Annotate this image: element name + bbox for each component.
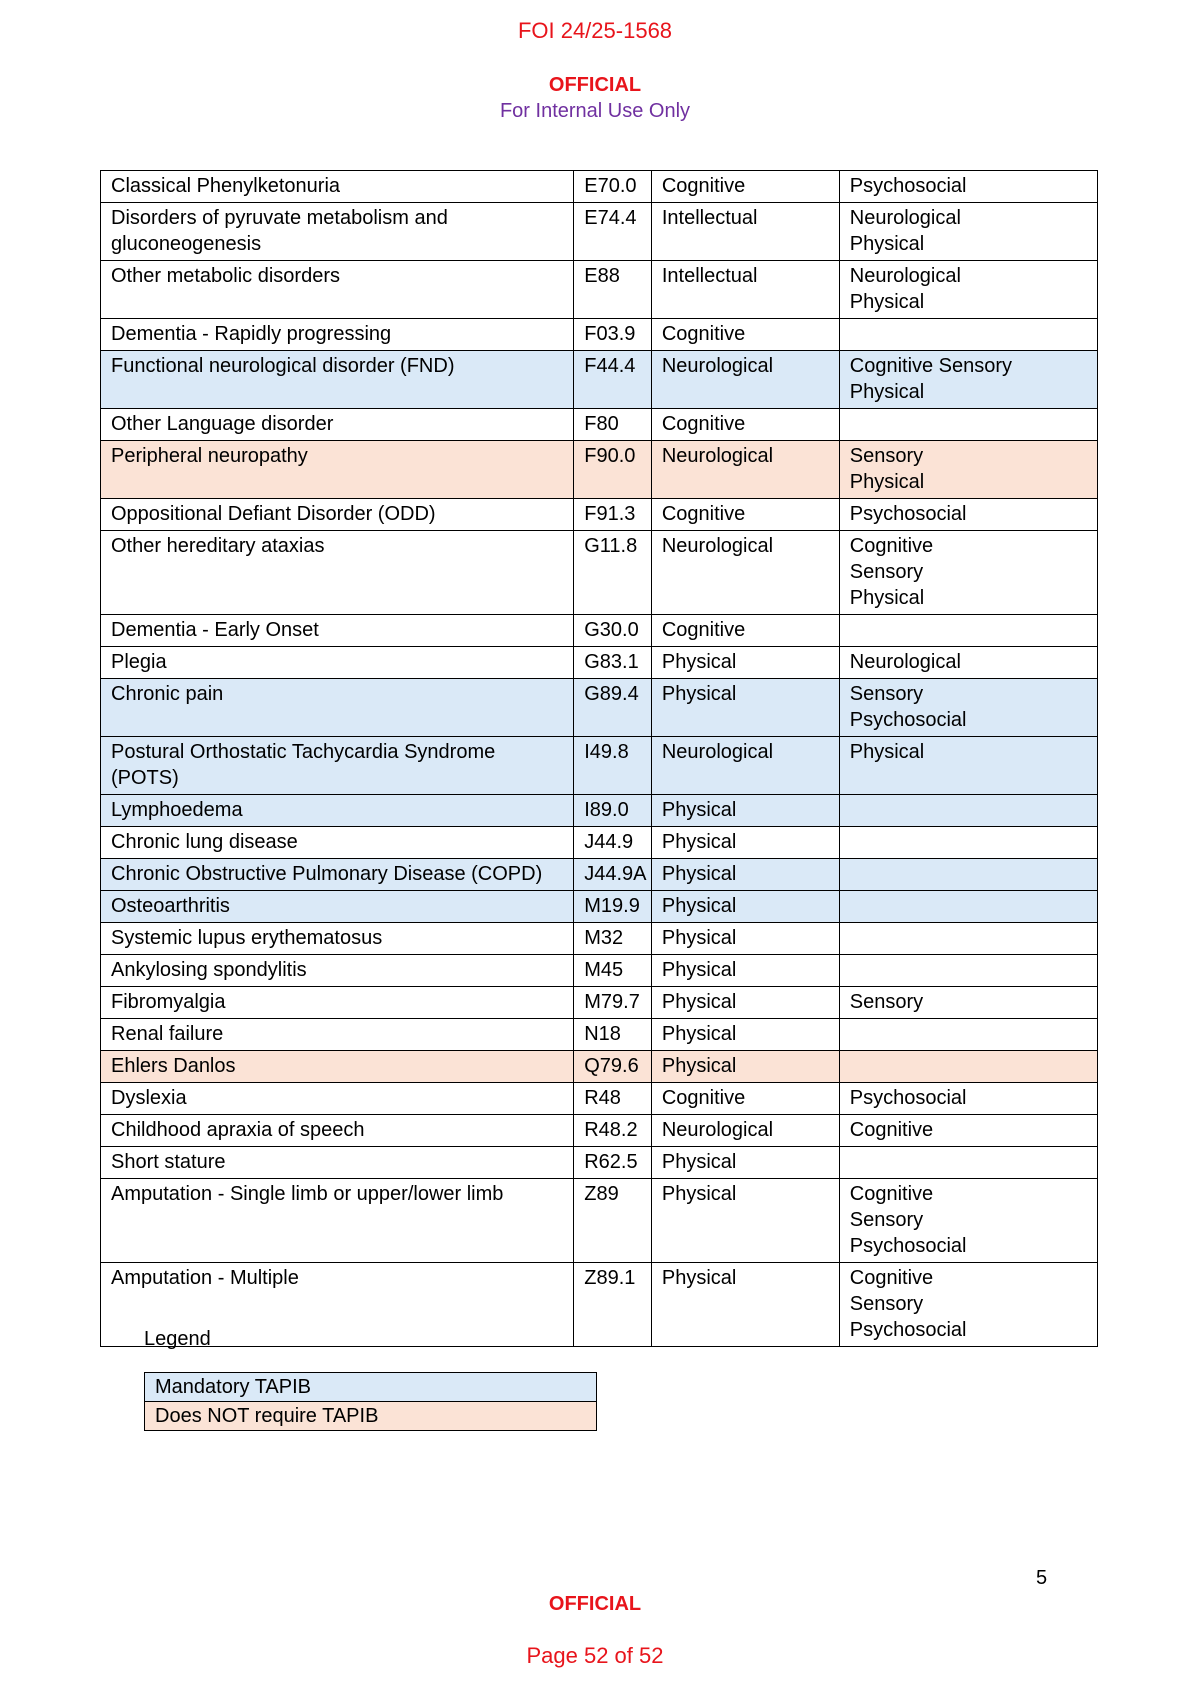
secondary-category-cell (839, 1019, 1097, 1051)
secondary-category-cell (839, 923, 1097, 955)
secondary-category-cell (839, 1147, 1097, 1179)
secondary-category-cell (839, 441, 1097, 499)
secondary-category-item: Neurological (849, 207, 961, 229)
primary-category-cell: Physical (651, 1263, 839, 1347)
code-cell: N18 (574, 1019, 652, 1051)
condition-cell: Functional neurological disorder (FND) (101, 351, 574, 409)
code-cell: E88 (574, 261, 652, 319)
secondary-category-cell (839, 891, 1097, 923)
primary-category-cell: Physical (651, 827, 839, 859)
primary-category-cell: Neurological (651, 531, 839, 615)
legend-row-not-required (145, 1402, 597, 1431)
condition-cell: Classical Phenylketonuria (101, 171, 574, 203)
secondary-category-cell (839, 987, 1097, 1019)
primary-category-cell: Physical (651, 1051, 839, 1083)
code-cell: G83.1 (574, 647, 652, 679)
secondary-category-cell (839, 827, 1097, 859)
table-row (101, 531, 1098, 615)
page-of-total: Page 52 of 52 (526, 1643, 664, 1668)
table-row (101, 1083, 1098, 1115)
code-cell: Z89 (574, 1179, 652, 1263)
primary-category-cell: Physical (651, 647, 839, 679)
code-cell: F03.9 (574, 319, 652, 351)
legend-row-mandatory (145, 1373, 597, 1402)
table-row (101, 441, 1098, 499)
primary-category-cell: Cognitive (651, 499, 839, 531)
secondary-category-item: Physical (849, 233, 925, 255)
table-row (101, 1051, 1098, 1083)
secondary-category-cell (839, 261, 1097, 319)
secondary-category-cell (839, 171, 1097, 203)
primary-category-cell: Cognitive (651, 615, 839, 647)
secondary-category-item: Psychosocial (849, 503, 967, 525)
table-row (101, 891, 1098, 923)
primary-category-cell: Physical (651, 987, 839, 1019)
condition-cell: Other metabolic disorders (101, 261, 574, 319)
table-row (101, 1263, 1098, 1347)
table-row (101, 679, 1098, 737)
secondary-category-item: Neurological (849, 651, 961, 673)
classification-footer: OFFICIAL (548, 1593, 642, 1615)
table-row (101, 795, 1098, 827)
classification-header: OFFICIAL (548, 74, 642, 96)
secondary-category-cell (839, 203, 1097, 261)
condition-cell: Dementia - Rapidly progressing (101, 319, 574, 351)
primary-category-cell: Neurological (651, 441, 839, 499)
condition-cell: Systemic lupus erythematosus (101, 923, 574, 955)
secondary-category-item: Physical (849, 381, 925, 403)
secondary-category-item: Psychosocial (849, 175, 967, 197)
secondary-category-cell (839, 859, 1097, 891)
primary-category-cell: Physical (651, 955, 839, 987)
secondary-category-item: Cognitive (849, 535, 934, 557)
condition-cell: Postural Orthostatic Tachycardia Syndrome (POTS) (101, 737, 574, 795)
code-cell: G89.4 (574, 679, 652, 737)
condition-cell: Childhood apraxia of speech (101, 1115, 574, 1147)
legend-label-mandatory: Mandatory TAPIB (145, 1373, 597, 1402)
table-row (101, 615, 1098, 647)
table-row (101, 1019, 1098, 1051)
table-row (101, 737, 1098, 795)
secondary-category-item: Sensory (849, 1209, 924, 1231)
secondary-category-item: Cognitive Sensory (849, 355, 1013, 377)
primary-category-cell: Physical (651, 1179, 839, 1263)
legend-title: Legend (144, 1328, 211, 1350)
code-cell: J44.9A (574, 859, 652, 891)
code-cell: M32 (574, 923, 652, 955)
table-row (101, 171, 1098, 203)
primary-category-cell: Neurological (651, 351, 839, 409)
code-cell: I49.8 (574, 737, 652, 795)
conditions-table-body (101, 171, 1098, 1347)
condition-cell: Disorders of pyruvate metabolism and gluconeogenesis (101, 203, 574, 261)
table-row (101, 319, 1098, 351)
internal-use-notice: For Internal Use Only (499, 100, 691, 122)
table-row (101, 955, 1098, 987)
primary-category-cell: Physical (651, 679, 839, 737)
condition-cell: Osteoarthritis (101, 891, 574, 923)
secondary-category-item: Sensory (849, 561, 924, 583)
condition-cell: Dementia - Early Onset (101, 615, 574, 647)
code-cell: Q79.6 (574, 1051, 652, 1083)
primary-category-cell: Neurological (651, 737, 839, 795)
primary-category-cell: Physical (651, 859, 839, 891)
conditions-table (100, 170, 1098, 1347)
condition-cell: Lymphoedema (101, 795, 574, 827)
condition-cell: Dyslexia (101, 1083, 574, 1115)
primary-category-cell: Physical (651, 891, 839, 923)
code-cell: F90.0 (574, 441, 652, 499)
secondary-category-cell (839, 615, 1097, 647)
code-cell: R48 (574, 1083, 652, 1115)
secondary-category-item: Sensory (849, 1293, 924, 1315)
table-row (101, 203, 1098, 261)
condition-cell: Fibromyalgia (101, 987, 574, 1019)
code-cell: M19.9 (574, 891, 652, 923)
primary-category-cell: Physical (651, 1147, 839, 1179)
table-row (101, 1115, 1098, 1147)
primary-category-cell: Physical (651, 795, 839, 827)
secondary-category-item: Psychosocial (849, 1235, 967, 1257)
code-cell: G11.8 (574, 531, 652, 615)
table-row (101, 1147, 1098, 1179)
table-row (101, 261, 1098, 319)
secondary-category-cell (839, 955, 1097, 987)
primary-category-cell: Intellectual (651, 261, 839, 319)
page-number: 5 (1036, 1567, 1048, 1589)
primary-category-cell: Cognitive (651, 409, 839, 441)
table-row (101, 351, 1098, 409)
foi-reference: FOI 24/25-1568 (517, 18, 673, 43)
code-cell: F44.4 (574, 351, 652, 409)
condition-cell: Ehlers Danlos (101, 1051, 574, 1083)
condition-cell: Short stature (101, 1147, 574, 1179)
primary-category-cell: Cognitive (651, 319, 839, 351)
code-cell: J44.9 (574, 827, 652, 859)
secondary-category-item: Physical (849, 587, 925, 609)
condition-cell: Oppositional Defiant Disorder (ODD) (101, 499, 574, 531)
code-cell: M45 (574, 955, 652, 987)
secondary-category-item: Psychosocial (849, 1087, 967, 1109)
table-row (101, 499, 1098, 531)
primary-category-cell: Physical (651, 923, 839, 955)
condition-cell: Other hereditary ataxias (101, 531, 574, 615)
secondary-category-item: Cognitive (849, 1267, 934, 1289)
primary-category-cell: Intellectual (651, 203, 839, 261)
secondary-category-cell (839, 1051, 1097, 1083)
secondary-category-item: Sensory (849, 991, 924, 1013)
secondary-category-cell (839, 409, 1097, 441)
table-row (101, 647, 1098, 679)
code-cell: R48.2 (574, 1115, 652, 1147)
secondary-category-item: Cognitive (849, 1119, 934, 1141)
condition-cell: Peripheral neuropathy (101, 441, 574, 499)
legend-label-not-required: Does NOT require TAPIB (145, 1402, 597, 1431)
table-row (101, 409, 1098, 441)
secondary-category-cell (839, 647, 1097, 679)
secondary-category-cell (839, 737, 1097, 795)
condition-cell: Amputation - Multiple (101, 1263, 574, 1347)
secondary-category-item: Sensory (849, 683, 924, 705)
secondary-category-cell (839, 531, 1097, 615)
secondary-category-cell (839, 1083, 1097, 1115)
secondary-category-cell (839, 795, 1097, 827)
table-row (101, 859, 1098, 891)
secondary-category-item: Physical (849, 291, 925, 313)
secondary-category-item: Cognitive (849, 1183, 934, 1205)
secondary-category-cell (839, 1115, 1097, 1147)
condition-cell: Renal failure (101, 1019, 574, 1051)
code-cell: R62.5 (574, 1147, 652, 1179)
code-cell: G30.0 (574, 615, 652, 647)
code-cell: E70.0 (574, 171, 652, 203)
primary-category-cell: Cognitive (651, 171, 839, 203)
table-row (101, 827, 1098, 859)
condition-cell: Chronic pain (101, 679, 574, 737)
secondary-category-cell (839, 1179, 1097, 1263)
table-row (101, 923, 1098, 955)
condition-cell: Other Language disorder (101, 409, 574, 441)
condition-cell: Amputation - Single limb or upper/lower limb (101, 1179, 574, 1263)
secondary-category-cell (839, 679, 1097, 737)
condition-cell: Ankylosing spondylitis (101, 955, 574, 987)
code-cell: F80 (574, 409, 652, 441)
condition-cell: Plegia (101, 647, 574, 679)
secondary-category-cell (839, 319, 1097, 351)
secondary-category-item: Psychosocial (849, 709, 967, 731)
code-cell: M79.7 (574, 987, 652, 1019)
secondary-category-item: Neurological (849, 265, 961, 287)
secondary-category-item: Physical (849, 471, 925, 493)
legend-table (144, 1372, 597, 1431)
primary-category-cell: Cognitive (651, 1083, 839, 1115)
secondary-category-item: Sensory (849, 445, 924, 467)
secondary-category-item: Physical (849, 741, 925, 763)
code-cell: F91.3 (574, 499, 652, 531)
code-cell: I89.0 (574, 795, 652, 827)
secondary-category-cell (839, 499, 1097, 531)
secondary-category-cell (839, 1263, 1097, 1347)
condition-cell: Chronic Obstructive Pulmonary Disease (COPD) (101, 859, 574, 891)
condition-cell: Chronic lung disease (101, 827, 574, 859)
secondary-category-item: Psychosocial (849, 1319, 967, 1341)
primary-category-cell: Physical (651, 1019, 839, 1051)
code-cell: E74.4 (574, 203, 652, 261)
secondary-category-cell (839, 351, 1097, 409)
table-row (101, 987, 1098, 1019)
code-cell: Z89.1 (574, 1263, 652, 1347)
table-row (101, 1179, 1098, 1263)
primary-category-cell: Neurological (651, 1115, 839, 1147)
